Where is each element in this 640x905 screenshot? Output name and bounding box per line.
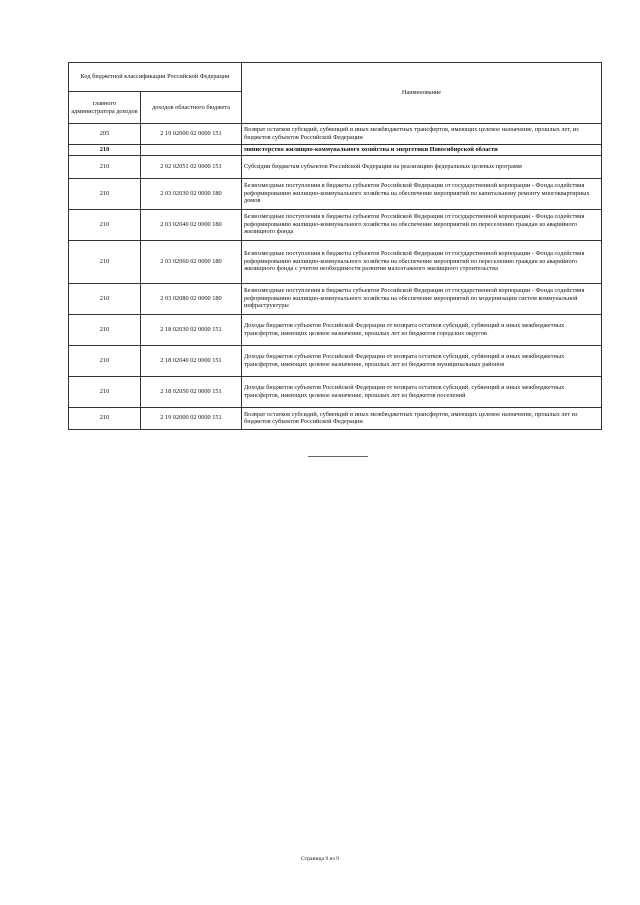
header-classification-code: Код бюджетной классификации Российской Федерации xyxy=(69,63,242,92)
table-row xyxy=(69,209,602,240)
cell-code: 2 03 02080 02 0000 180 xyxy=(141,283,242,314)
table-row xyxy=(69,314,602,345)
cell-code: 2 03 02060 02 0000 180 xyxy=(141,240,242,283)
cell-name: Доходы бюджетов субъектов Российской Федерации от возврата остатков субсидий, субвенций и иных межбюджетных трансфертов, имеющих целевое назначение, прошлых лет из бюджетов поселений xyxy=(242,376,602,407)
cell-code: 2 02 02051 02 0000 151 xyxy=(141,155,242,178)
cell-admin: 210 xyxy=(69,155,141,178)
table-row xyxy=(69,240,602,283)
cell-code: 2 18 02040 02 0000 151 xyxy=(141,345,242,376)
cell-name: Субсидии бюджетам субъектов Российской Федерации на реализацию федеральных целевых программ xyxy=(242,155,602,178)
cell-admin: 210 xyxy=(69,240,141,283)
cell-name: Безвозмездные поступления в бюджеты субъектов Российской Федерации от государственной корпорации - Фонда содействия реформированию жилищно-коммунального хозяйства на обеспечение мероприятий по переселению граждан из аварийного жилищного фонда с учетом необходимости развития малоэтажного жилищного строительства xyxy=(242,240,602,283)
table-row xyxy=(69,345,602,376)
table-row xyxy=(69,178,602,209)
cell-name: Безвозмездные поступления в бюджеты субъектов Российской Федерации от государственной корпорации - Фонда содействия реформированию жилищно-коммунального хозяйства на обеспечение мероприятий по переселению граждан из аварийного жилищного фонда xyxy=(242,209,602,240)
cell-code: 2 03 02040 02 0000 180 xyxy=(141,209,242,240)
table-row xyxy=(69,283,602,314)
cell-admin: 210 xyxy=(69,376,141,407)
cell-name: Безвозмездные поступления в бюджеты субъектов Российской Федерации от государственной корпорации - Фонда содействия реформированию жилищно-коммунального хозяйства на обеспечение мероприятий по капитальному ремонту многоквартирных домов xyxy=(242,178,602,209)
header-name: Наименование xyxy=(242,63,602,124)
table-row xyxy=(69,376,602,407)
cell-admin: 210 xyxy=(69,407,141,429)
table-row xyxy=(69,155,602,178)
cell-name: Возврат остатков субсидий, субвенций и иных межбюджетных трансфертов, имеющих целевое назначение, прошлых лет из бюджетов субъектов Российской Федерации xyxy=(242,407,602,429)
cell-admin: 210 xyxy=(69,145,141,156)
cell-admin: 205 xyxy=(69,124,141,145)
page-number-footer: Страница 9 из 9 xyxy=(301,856,339,862)
cell-admin: 210 xyxy=(69,345,141,376)
cell-name: Доходы бюджетов субъектов Российской Федерации от возврата остатков субсидий, субвенций и иных межбюджетных трансфертов, имеющих целевое назначение, прошлых лет из бюджетов муниципальных районов xyxy=(242,345,602,376)
cell-admin: 210 xyxy=(69,314,141,345)
cell-admin: 210 xyxy=(69,209,141,240)
cell-code: 2 19 02000 02 0000 151 xyxy=(141,124,242,145)
end-separator-line xyxy=(308,456,368,457)
cell-name: Возврат остатков субсидий, субвенций и иных межбюджетных трансфертов, имеющих целевое назначение, прошлых лет, из бюджетов субъектов Российской Федерации xyxy=(242,124,602,145)
cell-code: 2 19 02000 02 0000 151 xyxy=(141,407,242,429)
budget-classification-table xyxy=(68,62,602,430)
cell-name: Безвозмездные поступления в бюджеты субъектов Российской Федерации от государственной корпорации - Фонда содействия реформированию жилищно-коммунального хозяйства на обеспечение мероприятий по модернизации систем коммунальной инфраструктуры xyxy=(242,283,602,314)
cell-name: Доходы бюджетов субъектов Российской Федерации от возврата остатков субсидий, субвенций и иных межбюджетных трансфертов, имеющих целевое назначение, прошлых лет из бюджетов городских округов xyxy=(242,314,602,345)
section-row xyxy=(69,145,602,156)
cell-code xyxy=(141,145,242,156)
cell-admin: 210 xyxy=(69,283,141,314)
cell-admin: 210 xyxy=(69,178,141,209)
header-admin: главного администратора доходов xyxy=(69,92,141,124)
cell-code: 2 18 02050 02 0000 151 xyxy=(141,376,242,407)
table-row xyxy=(69,407,602,429)
cell-code: 2 18 02030 02 0000 151 xyxy=(141,314,242,345)
table-row xyxy=(69,124,602,145)
cell-code: 2 03 02030 02 0000 180 xyxy=(141,178,242,209)
header-income: доходов областного бюджета xyxy=(141,92,242,124)
cell-name: министерство жилищно-коммунального хозяйства и энергетики Новосибирской области xyxy=(242,145,602,156)
